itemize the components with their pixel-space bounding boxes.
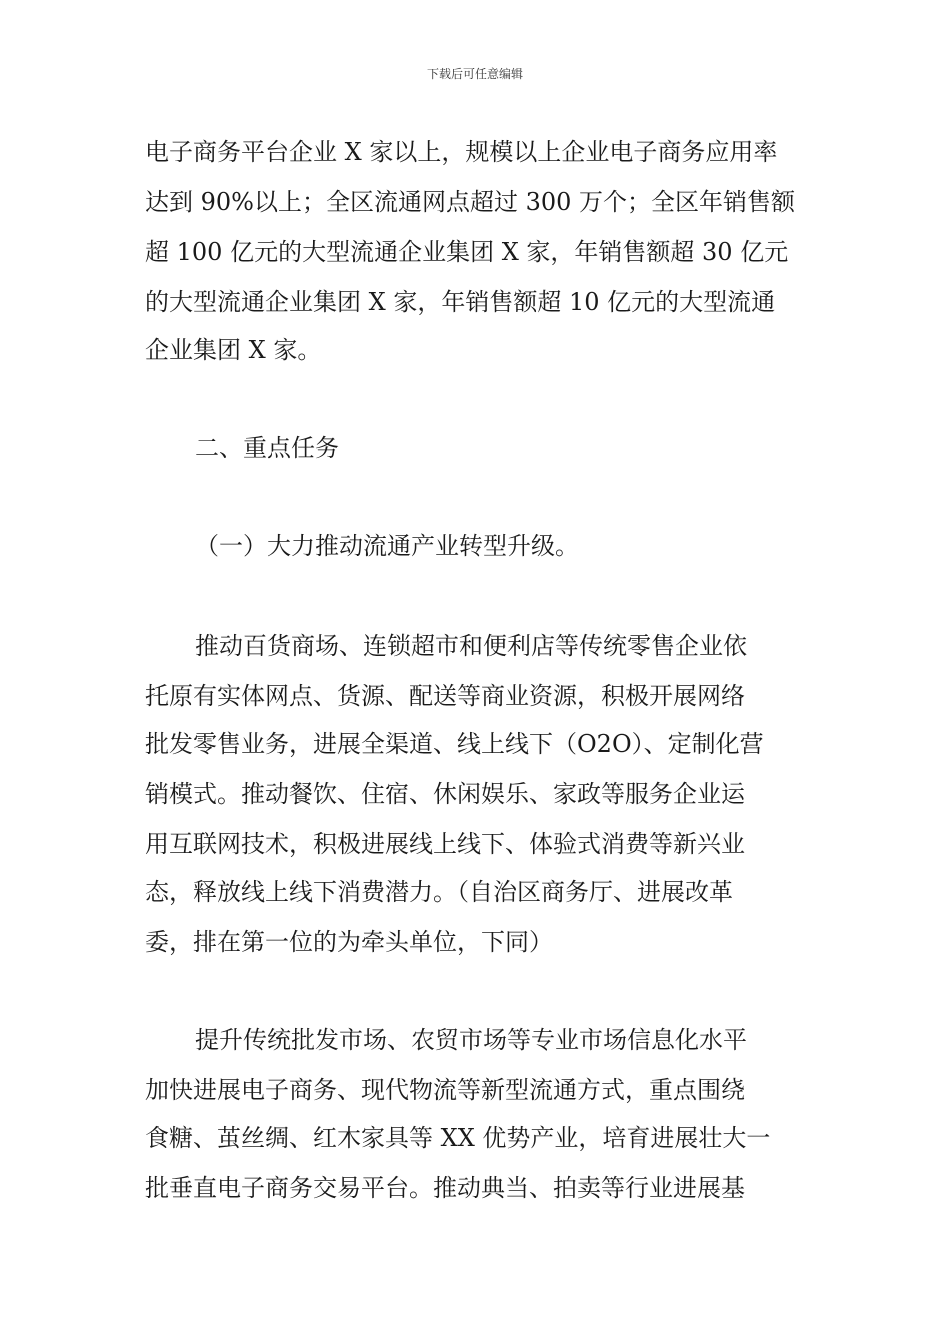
text-line: 食糖、茧丝绸、红木家具等 XX 优势产业，培育进展壮大一 xyxy=(145,1124,771,1152)
text-line: 批发零售业务，进展全渠道、线上线下（O2O）、定制化营 xyxy=(145,730,764,758)
section-heading: 二、重点任务 xyxy=(195,434,339,462)
text-line: 用互联网技术，积极进展线上线下、体验式消费等新兴业 xyxy=(145,830,745,858)
text-line: 企业集团 X 家。 xyxy=(145,336,322,364)
text-line: 销模式。推动餐饮、住宿、休闲娱乐、家政等服务企业运 xyxy=(145,780,745,808)
text-line: 达到 90%以上；全区流通网点超过 300 万个；全区年销售额 xyxy=(145,188,796,216)
text-line: 态，释放线上线下消费潜力。（自治区商务厅、进展改革 xyxy=(145,878,733,906)
subsection-heading: （一）大力推动流通产业转型升级。 xyxy=(195,532,579,560)
text-line: 提升传统批发市场、农贸市场等专业市场信息化水平 xyxy=(195,1026,747,1054)
text-line: 委，排在第一位的为牵头单位，下同） xyxy=(145,928,553,956)
text-line: 推动百货商场、连锁超市和便利店等传统零售企业依 xyxy=(195,632,747,660)
text-line: 托原有实体网点、货源、配送等商业资源，积极开展网络 xyxy=(145,682,745,710)
text-line: 的大型流通企业集团 X 家，年销售额超 10 亿元的大型流通 xyxy=(145,288,776,316)
page-header: 下载后可任意编辑 xyxy=(426,67,523,81)
text-line: 超 100 亿元的大型流通企业集团 X 家，年销售额超 30 亿元 xyxy=(145,238,789,266)
text-line: 加快进展电子商务、现代物流等新型流通方式，重点围绕 xyxy=(145,1076,745,1104)
text-line: 电子商务平台企业 X 家以上，规模以上企业电子商务应用率 xyxy=(145,138,778,166)
text-line: 批垂直电子商务交易平台。推动典当、拍卖等行业进展基 xyxy=(145,1174,745,1202)
